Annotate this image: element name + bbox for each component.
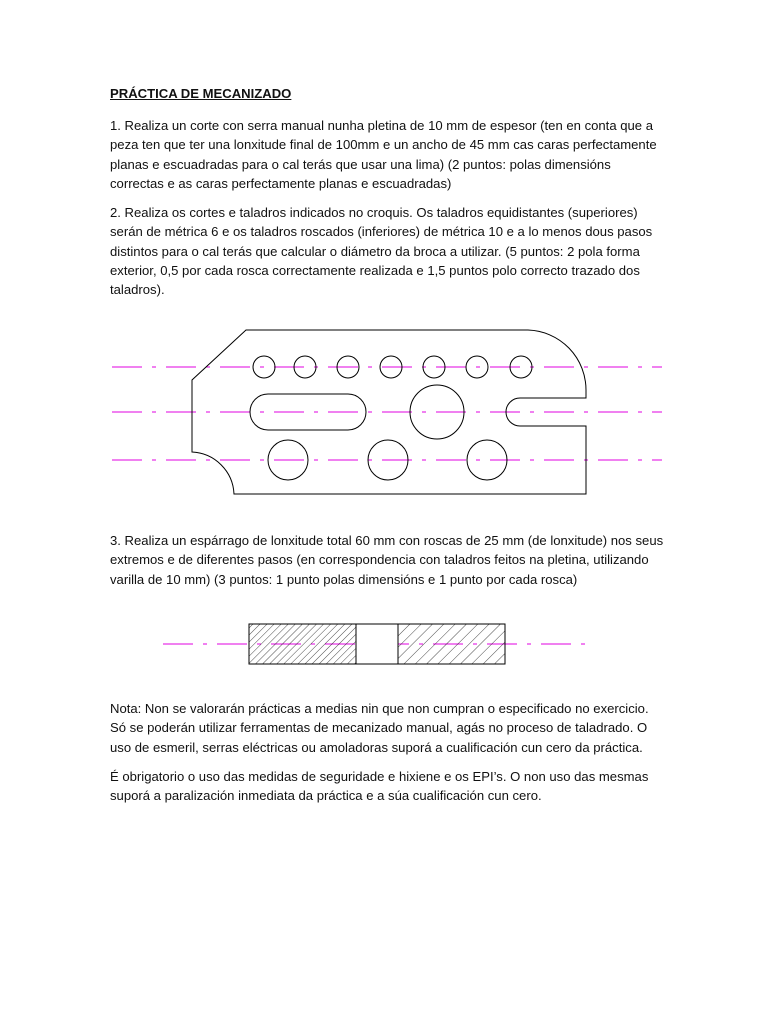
exercise-3-text: 3. Realiza un espárrago de lonxitude total 60 mm con roscas de 25 mm (de lonxitude) nos seus extremos e de diferentes pasos (en correspondencia con taladros feitos na pletina, utilizando varilla de 10 mm) (3 puntos: 1 punto polas dimensións e 1 punto por cada rosca) bbox=[110, 533, 664, 587]
stud-drawing bbox=[0, 615, 768, 675]
exercise-1-text: 1. Realiza un corte con serra manual nunha pletina de 10 mm de espesor (ten en conta que a peza ten que ter una lonxitude final de 100mm e un ancho de 45 mm cas caras perfectamente planas e escuadradas para o cal terás que usar una lima) (2 puntos: polas dimensións correctas e as caras perfectamente planas e escuadradas) bbox=[110, 118, 657, 191]
plate-drawing bbox=[0, 320, 768, 505]
document-title: PRÁCTICA DE MECANIZADO bbox=[110, 86, 292, 101]
stud-thread-right bbox=[398, 624, 505, 664]
safety-text: É obrigatorio o uso das medidas de seguridade e hixiene e os EPI’s. O non uso das mesmas suporá a paralización inmediata da práctica e a súa cualificación cun cero. bbox=[110, 769, 649, 804]
stud-thread-left bbox=[249, 624, 356, 664]
plate-center-lines bbox=[112, 367, 662, 460]
note-text: Nota: Non se valorarán prácticas a medias nin que non cumpran o especificado no exercicio. Só se poderán utilizar ferramentas de mecanizado manual, agás no proceso de taladrado. O uso de esmeril, serras eléctricas ou amoladoras suporá a cualificación cun cero da práctica. bbox=[110, 701, 649, 755]
stud-plain-center bbox=[356, 624, 398, 664]
exercise-2-text: 2. Realiza os cortes e taladros indicados no croquis. Os taladros equidistantes (superiores) serán de métrica 6 e os taladros roscados (inferiores) de métrica 10 e a lo menos dous pasos distintos para o cal terás que calcular o diámetro da broca a utilizar. (5 puntos: 2 pola forma exterior, 0,5 por cada rosca correctamente realizada e 1,5 puntos polo correcto trazado dos taladros). bbox=[110, 205, 653, 298]
